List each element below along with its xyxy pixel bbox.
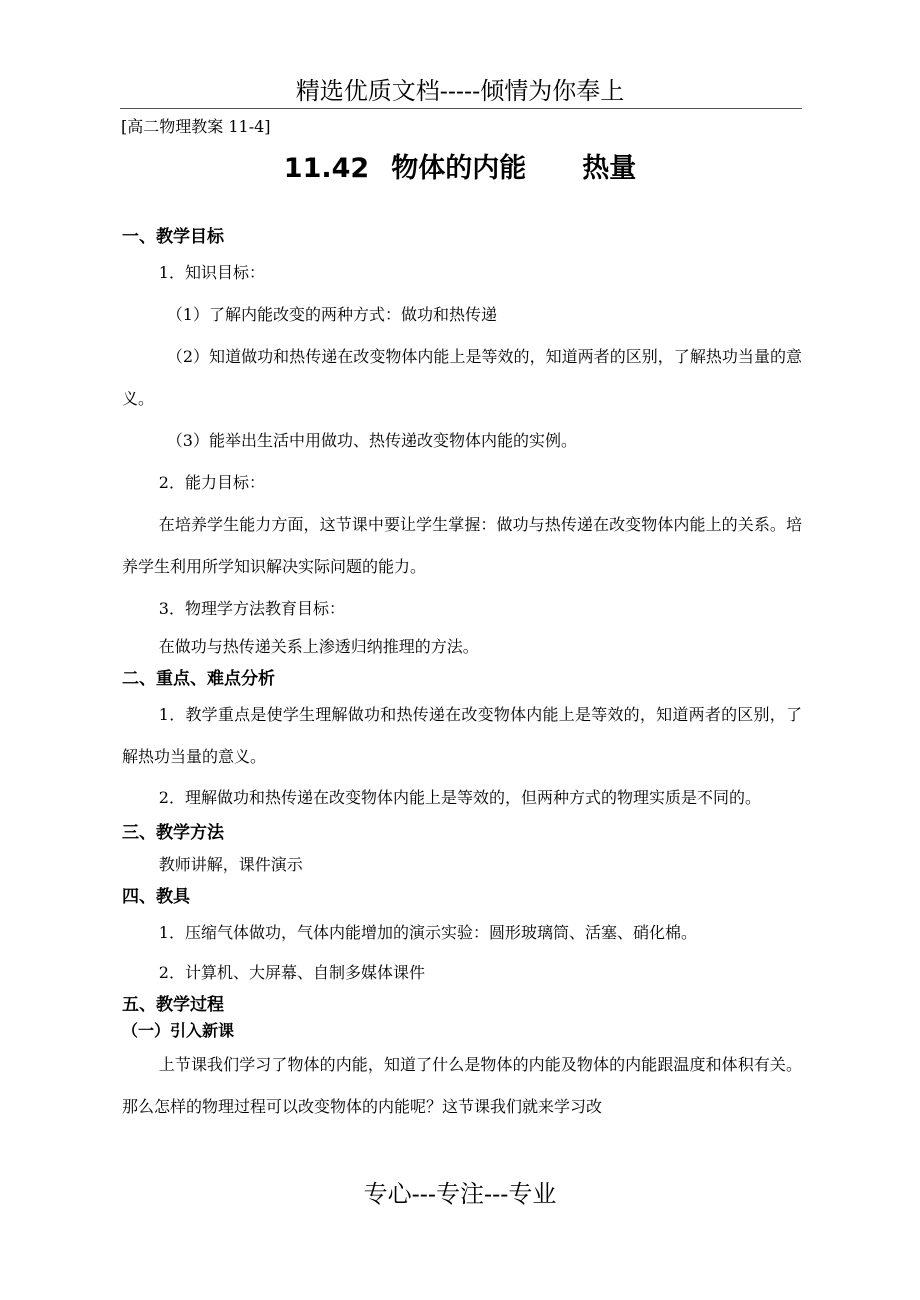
- paragraph: 在做功与热传递关系上渗透归纳推理的方法。: [158, 637, 479, 656]
- paragraph: 上节课我们学习了物体的内能，知道了什么是物体的内能及物体的内能跟温度和体积有关。那么怎样的物理过程可以改变物体的内能呢？这节课我们就来学习改: [122, 1055, 802, 1116]
- title-part2: 热量: [582, 153, 637, 184]
- paragraph: 教师讲解，课件演示: [158, 855, 303, 874]
- paragraph: 1．压缩气体做功，气体内能增加的演示实验：圆形玻璃筒、活塞、硝化棉。: [158, 923, 697, 942]
- title-number: 11.42: [283, 153, 370, 184]
- paragraph: 1．教学重点是使学生理解做功和热传递在改变物体内能上是等效的，知道两者的区别，了解热功当量的意义。: [122, 705, 802, 766]
- title-part1: 物体的内能: [391, 153, 527, 184]
- paragraph: 在培养学生能力方面，这节课中要让学生掌握：做功与热传递在改变物体内能上的关系。培养学生利用所学知识解决实际问题的能力。: [122, 515, 802, 576]
- section-heading-objectives: 一、教学目标: [122, 227, 224, 247]
- subsection-heading-intro: （一）引入新课: [122, 1021, 235, 1040]
- page-footer: 专心---专注---专业: [363, 1180, 557, 1208]
- page-title: [0, 150, 920, 188]
- paragraph: 1．知识目标：: [158, 263, 265, 282]
- document-tag: [高二物理教案 11-4]: [121, 117, 271, 136]
- paragraph: （2）知道做功和热传递在改变物体内能上是等效的，知道两者的区别，了解热功当量的意义。: [122, 347, 802, 408]
- section-heading-teaching-aids: 四、教具: [122, 887, 190, 907]
- paragraph: （3）能举出生活中用做功、热传递改变物体内能的实例。: [166, 431, 577, 450]
- section-heading-process: 五、教学过程: [122, 995, 224, 1015]
- paragraph: （1）了解内能改变的两种方式：做功和热传递: [166, 305, 497, 324]
- header-divider: [120, 108, 802, 109]
- page-header: 精选优质文档-----倾情为你奉上: [295, 77, 625, 105]
- paragraph: 3．物理学方法教育目标：: [158, 599, 345, 618]
- section-heading-key-points: 二、重点、难点分析: [122, 669, 275, 689]
- section-heading-methods: 三、教学方法: [122, 823, 224, 843]
- paragraph: 2．计算机、大屏幕、自制多媒体课件: [158, 963, 425, 982]
- document-body: [122, 222, 802, 1128]
- paragraph: 2．能力目标：: [158, 473, 265, 492]
- paragraph: 2．理解做功和热传递在改变物体内能上是等效的，但两种方式的物理实质是不同的。: [158, 788, 761, 807]
